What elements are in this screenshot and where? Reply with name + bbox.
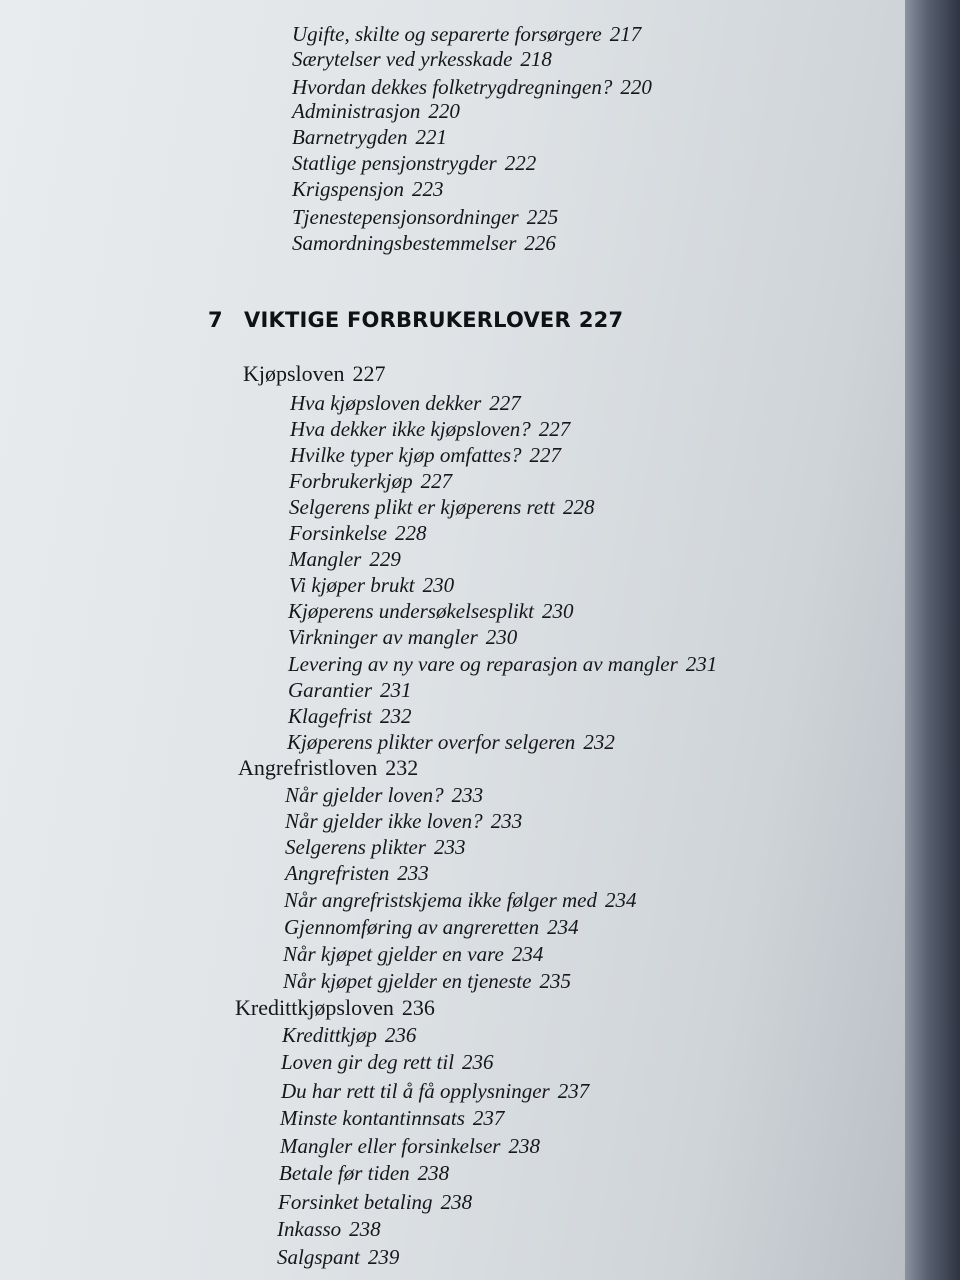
chapter-page: 227 xyxy=(578,308,624,332)
toc-entry-page: 231 xyxy=(380,678,412,702)
toc-entry xyxy=(288,703,412,729)
toc-entry xyxy=(279,1160,449,1186)
toc-entry-page: 234 xyxy=(605,888,637,912)
toc-entry-page: 227 xyxy=(538,417,571,441)
toc-entry-page: 227 xyxy=(420,469,453,493)
toc-entry-label: Når gjelder ikke loven? xyxy=(285,809,483,833)
toc-entry xyxy=(282,1022,416,1048)
toc-entry xyxy=(285,808,522,834)
toc-entry-label: Samordningsbestemmelser xyxy=(292,231,517,255)
toc-entry xyxy=(289,468,452,494)
toc-entry xyxy=(288,624,517,650)
toc-entry-page: 230 xyxy=(485,625,518,649)
toc-entry xyxy=(292,176,444,202)
toc-entry-label: Hvordan dekkes folketrygdregningen? xyxy=(292,75,613,99)
toc-entry-label: Minste kontantinnsats xyxy=(280,1106,465,1130)
toc-entry-page: 233 xyxy=(397,861,429,885)
toc-entry-label: Forsinkelse xyxy=(289,521,387,545)
toc-entry-label: Kredittkjøp xyxy=(282,1023,377,1047)
toc-entry-page: 234 xyxy=(511,942,544,966)
toc-entry-page: 238 xyxy=(508,1134,540,1158)
toc-entry-label: Mangler xyxy=(289,547,362,571)
toc-entry-page: 233 xyxy=(433,835,466,859)
toc-entry-page: 227 xyxy=(489,391,521,415)
toc-entry-page: 217 xyxy=(609,22,642,46)
toc-entry-label: Forbrukerkjøp xyxy=(289,469,413,493)
toc-entry xyxy=(280,1105,504,1131)
toc-entry-page: 236 xyxy=(384,1023,417,1047)
toc-entry-page: 232 xyxy=(380,704,412,728)
toc-entry-label: Mangler eller forsinkelser xyxy=(280,1134,501,1158)
toc-entry-page: 225 xyxy=(526,205,559,229)
toc-entry-page: 237 xyxy=(557,1079,590,1103)
toc-entry-label: Selgerens plikter xyxy=(285,835,426,859)
toc-entry xyxy=(289,546,401,572)
toc-entry xyxy=(283,941,543,967)
toc-entry-page: 230 xyxy=(422,573,455,597)
toc-entry-label: Hva dekker ikke kjøpsloven? xyxy=(290,417,531,441)
toc-entry-label: Hva kjøpsloven dekker xyxy=(290,391,482,415)
toc-entry-label: Forsinket betaling xyxy=(278,1190,433,1214)
toc-entry-label: Inkasso xyxy=(277,1217,342,1241)
toc-entry xyxy=(287,729,615,755)
toc-entry-label: Kjøperens plikter overfor selgeren xyxy=(287,730,576,754)
toc-entry-label: Levering av ny vare og reparasjon av mangler xyxy=(288,652,678,676)
toc-entry-label: Krigspensjon xyxy=(292,177,405,201)
toc-entry-label: Ugifte, skilte og separerte forsørgere xyxy=(292,22,602,46)
toc-entry-label: Barnetrygden xyxy=(292,125,408,149)
toc-entry-label: Klagefrist xyxy=(288,704,373,728)
toc-entry xyxy=(288,677,412,703)
toc-entry-label: Særytelser ved yrkesskade xyxy=(292,47,513,71)
toc-entry-page: 238 xyxy=(349,1217,381,1241)
toc-entry xyxy=(292,98,460,124)
toc-entry-label: Garantier xyxy=(288,678,372,702)
toc-entry-label: Betale før tiden xyxy=(279,1161,410,1185)
toc-entry-page: 220 xyxy=(428,99,460,123)
toc-entry-page: 231 xyxy=(685,652,718,676)
toc-entry-page: 238 xyxy=(417,1161,450,1185)
toc-entry-label: Virkninger av mangler xyxy=(288,625,478,649)
toc-entry-label: Gjennomføring av angreretten xyxy=(284,915,540,939)
toc-entry-page: 228 xyxy=(562,495,595,519)
toc-entry-page: 218 xyxy=(520,47,552,71)
chapter-heading xyxy=(208,308,623,332)
toc-entry xyxy=(285,834,465,860)
toc-entry-label: Når kjøpet gjelder en tjeneste xyxy=(283,969,532,993)
section-heading xyxy=(243,361,385,387)
toc-entry-page: 232 xyxy=(583,730,615,754)
toc-entry xyxy=(290,390,521,416)
section-page: 236 xyxy=(401,995,435,1020)
toc-entry xyxy=(278,1189,472,1215)
toc-entry xyxy=(292,46,552,72)
page-edge-shadow xyxy=(905,0,960,1280)
toc-entry xyxy=(292,230,556,256)
toc-entry xyxy=(284,914,579,940)
toc-entry xyxy=(292,124,447,150)
toc-entry xyxy=(285,782,483,808)
toc-entry xyxy=(277,1244,399,1270)
toc-entry xyxy=(283,968,571,994)
toc-entry-page: 233 xyxy=(451,783,484,807)
toc-entry xyxy=(289,572,454,598)
toc-entry xyxy=(290,442,561,468)
toc-entry xyxy=(284,887,637,913)
toc-entry-page: 227 xyxy=(529,443,562,467)
toc-entry-page: 237 xyxy=(472,1106,505,1130)
toc-entry-label: Når angrefristskjema ikke følger med xyxy=(284,888,598,912)
section-heading xyxy=(238,755,418,781)
toc-entry-page: 226 xyxy=(524,231,556,255)
toc-entry-label: Du har rett til å få opplysninger xyxy=(281,1079,550,1103)
toc-entry-page: 228 xyxy=(394,521,427,545)
toc-entry xyxy=(289,494,594,520)
toc-entry-page: 222 xyxy=(504,151,537,175)
toc-entry-label: Selgerens plikt er kjøperens rett xyxy=(289,495,555,519)
toc-entry-page: 223 xyxy=(412,177,444,201)
toc-entry-page: 236 xyxy=(462,1050,494,1074)
toc-entry-label: Kjøperens undersøkelsesplikt xyxy=(288,599,534,623)
section-page: 227 xyxy=(352,361,386,386)
chapter-title: VIKTIGE FORBRUKERLOVER xyxy=(244,308,571,332)
toc-entry-page: 221 xyxy=(415,125,447,149)
toc-entry xyxy=(280,1133,540,1159)
toc-entry xyxy=(292,204,558,230)
toc-entry xyxy=(288,651,717,677)
toc-entry-label: Tjenestepensjonsordninger xyxy=(292,205,519,229)
toc-entry-page: 220 xyxy=(620,75,652,99)
toc-entry xyxy=(290,416,570,442)
toc-entry-label: Loven gir deg rett til xyxy=(281,1050,455,1074)
toc-entry-label: Når kjøpet gjelder en vare xyxy=(283,942,504,966)
toc-entry-label: Angrefristen xyxy=(285,861,390,885)
toc-entry-page: 239 xyxy=(367,1245,400,1269)
section-title: Kjøpsloven xyxy=(243,361,345,386)
toc-entry xyxy=(292,74,652,100)
toc-entry-page: 233 xyxy=(490,809,523,833)
section-heading xyxy=(235,995,435,1021)
toc-entry-label: Når gjelder loven? xyxy=(285,783,444,807)
toc-entry-page: 229 xyxy=(369,547,401,571)
toc-entry xyxy=(292,150,536,176)
toc-entry xyxy=(288,598,573,624)
toc-entry-label: Hvilke typer kjøp omfattes? xyxy=(290,443,522,467)
toc-entry xyxy=(277,1216,381,1242)
toc-entry-page: 238 xyxy=(440,1190,473,1214)
toc-entry xyxy=(285,860,429,886)
chapter-number: 7 xyxy=(208,308,223,332)
toc-entry-label: Vi kjøper brukt xyxy=(289,573,415,597)
section-title: Kredittkjøpsloven xyxy=(235,995,394,1020)
toc-entry-page: 230 xyxy=(541,599,574,623)
toc-entry-label: Administrasjon xyxy=(292,99,421,123)
toc-entry-label: Salgspant xyxy=(277,1245,360,1269)
toc-entry xyxy=(281,1049,494,1075)
toc-entry-label: Statlige pensjonstrygder xyxy=(292,151,497,175)
section-page: 232 xyxy=(385,755,419,780)
toc-entry xyxy=(289,520,426,546)
toc-entry xyxy=(292,21,641,47)
toc-entry-page: 234 xyxy=(547,915,579,939)
section-title: Angrefristloven xyxy=(238,755,378,780)
toc-entry xyxy=(281,1078,589,1104)
toc-entry-page: 235 xyxy=(539,969,571,993)
